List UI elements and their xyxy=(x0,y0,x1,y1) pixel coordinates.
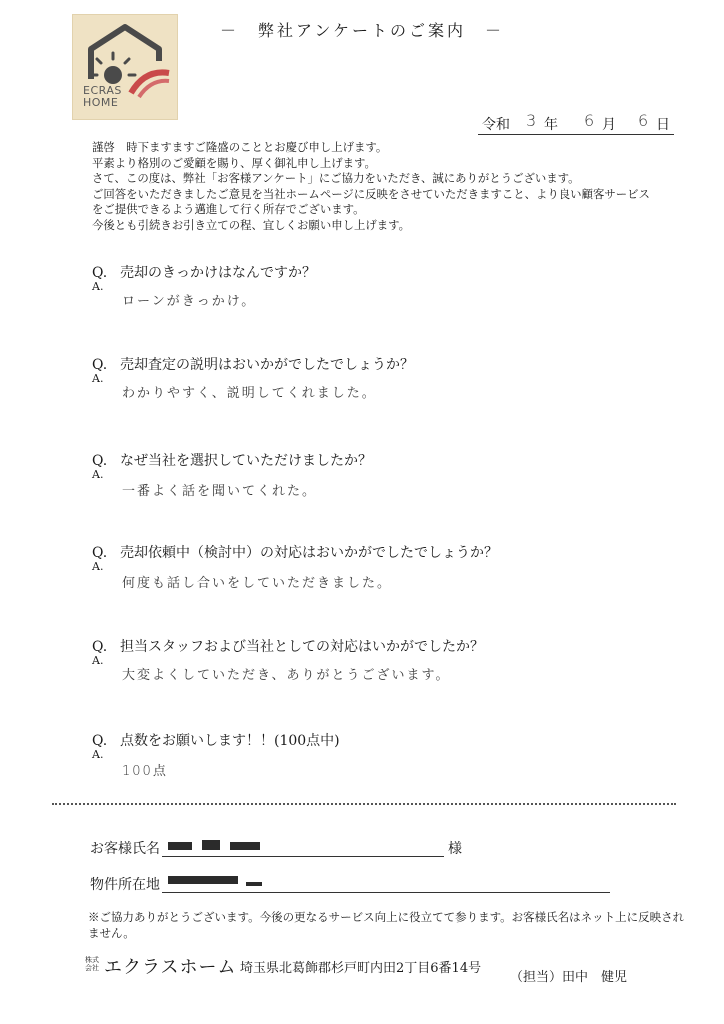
redacted-name-block xyxy=(168,842,192,850)
answer-5: 大変よくしていただき、ありがとうございます。 xyxy=(122,668,451,683)
a-marker: A. xyxy=(92,372,104,385)
date-era: 令和 xyxy=(482,117,510,133)
intro-line: 謹啓 時下ますますご隆盛のこととお慶び申し上げます。 xyxy=(92,140,388,154)
corp-small-line: 株式 xyxy=(85,956,99,964)
q-marker: Q. xyxy=(92,639,108,655)
a-marker: A. xyxy=(92,468,104,481)
question-6 xyxy=(92,730,340,750)
question-text: 売却査定の説明はおいかがでしたでしょうか？ xyxy=(120,357,414,373)
redacted-name-block xyxy=(202,840,220,850)
question-4 xyxy=(92,542,498,562)
corp-small-line: 会社 xyxy=(85,964,99,972)
q-marker: Q. xyxy=(92,453,108,469)
customer-name-label: お客様氏名 xyxy=(90,841,160,857)
company-name: エクラスホーム xyxy=(104,957,237,978)
date-month-unit: 月 xyxy=(602,117,616,133)
a-marker: A. xyxy=(92,560,104,573)
intro-line: 平素より格別のご愛顧を賜り、厚く御礼申し上げます。 xyxy=(92,155,376,170)
staff-in-charge: （担当）田中 健児 xyxy=(510,970,628,985)
logo-text-line2: HOME xyxy=(83,96,119,109)
redacted-address-block xyxy=(246,882,262,886)
date-day-unit: 日 xyxy=(656,117,670,133)
question-text: 点数をお願いします！！(100点中) xyxy=(120,733,340,749)
question-1 xyxy=(92,262,316,282)
date-year-unit: 年 xyxy=(544,117,558,133)
intro-line: さて、この度は、弊社「お客様アンケート」にご協力をいただき、誠にありがとうございます。 xyxy=(92,171,580,185)
kabushikigaisha-mark xyxy=(82,956,102,972)
redacted-address-block xyxy=(168,876,238,884)
date-year: 3 xyxy=(526,111,537,130)
answer-6: 100点 xyxy=(122,764,168,779)
q-marker: Q. xyxy=(92,357,108,373)
dotted-divider xyxy=(52,803,676,805)
a-marker: A. xyxy=(92,654,104,667)
question-text: 担当スタッフおよび当社としての対応はいかがでしたか？ xyxy=(120,639,484,655)
answer-2: わかりやすく、説明してくれました。 xyxy=(122,386,377,401)
page-title: － 弊社アンケートのご案内 － xyxy=(219,21,505,40)
intro-line: ご回答をいただきましたご意見を当社ホームページに反映をさせていただきますこと、より良い顧客サービス xyxy=(92,186,650,201)
intro-line: 今後とも引続きお引き立ての程、宜しくお願い申し上げます。 xyxy=(92,217,411,232)
question-3 xyxy=(92,450,372,470)
customer-name-line xyxy=(162,856,444,857)
a-marker: A. xyxy=(92,280,104,293)
logo-text-line1: ECRAS xyxy=(83,84,122,97)
question-text: 売却依頼中（検討中）の対応はおいかがでしたでしょうか？ xyxy=(120,545,498,561)
answer-1: ローンがきっかけ。 xyxy=(122,294,257,309)
date-line xyxy=(478,111,674,135)
intro-letter xyxy=(92,140,692,233)
answer-4: 何度も話し合いをしていただきました。 xyxy=(122,576,393,591)
company-address: 埼玉県北葛飾郡杉戸町内田2丁目6番14号 xyxy=(240,961,482,976)
question-5 xyxy=(92,636,484,656)
question-2 xyxy=(92,354,414,374)
question-text: なぜ当社を選択していただけましたか？ xyxy=(120,453,372,469)
property-address-line xyxy=(162,892,610,893)
a-marker: A. xyxy=(92,748,104,761)
date-month: 6 xyxy=(584,111,595,130)
q-marker: Q. xyxy=(92,545,108,561)
question-text: 売却のきっかけはなんですか？ xyxy=(120,265,316,281)
q-marker: Q. xyxy=(92,265,108,281)
redacted-name-block xyxy=(230,842,260,850)
date-day: 6 xyxy=(638,111,649,130)
privacy-note: ※ご協力ありがとうございます。今後の更なるサービス向上に役立てて参ります。お客様氏名はネット上に反映されません。 xyxy=(88,910,685,940)
intro-line: をご提供できるよう邁進して行く所存でございます。 xyxy=(92,202,365,216)
honorific-sama: 様 xyxy=(448,841,462,857)
q-marker: Q. xyxy=(92,733,108,749)
answer-3: 一番よく話を聞いてくれた。 xyxy=(122,484,318,499)
property-address-label: 物件所在地 xyxy=(90,877,160,893)
